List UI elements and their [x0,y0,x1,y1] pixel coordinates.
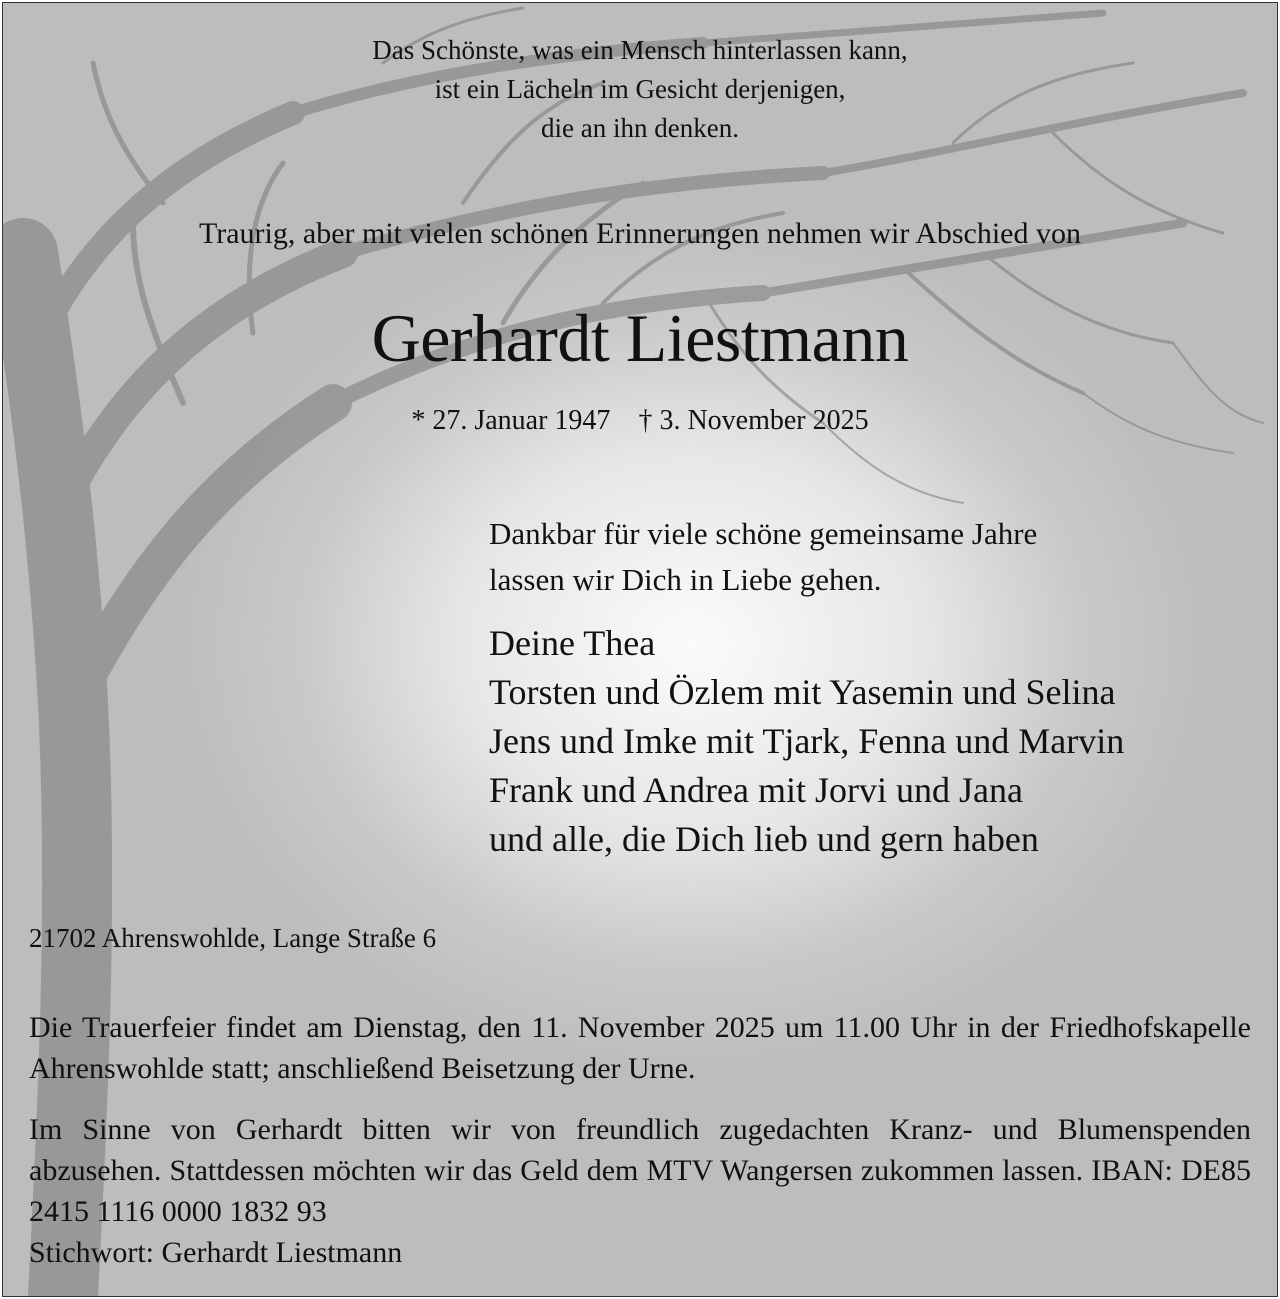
donation-info [29,1109,1251,1273]
memorial-quote [3,31,1277,148]
quote-line: die an ihn denken. [541,113,739,143]
quote-line: Das Schönste, was ein Mensch hinterlassen kann, [372,35,908,65]
farewell-intro: Traurig, aber mit vielen schönen Erinnerungen nehmen wir Abschied von [198,217,1081,250]
mourning-address: 21702 Ahrenswohlde, Lange Straße 6 [29,923,437,953]
ceremony-info: Die Trauerfeier findet am Dienstag, den 11. November 2025 um 11.00 Uhr in der Friedhofskapelle Ahrenswohlde statt; anschließend Beisetzung der Urne. [29,1011,1251,1085]
family-line: Frank und Andrea mit Jorvi und Jana [489,770,1023,810]
deceased-name: Gerhardt Liestmann [371,300,909,376]
quote-line: ist ein Lächeln im Gesicht derjenigen, [434,74,846,104]
family-signature [489,619,1124,864]
death-date: † 3. November 2025 [638,405,869,436]
thanks-line: Dankbar für viele schöne gemeinsame Jahre [489,516,1038,551]
donation-keyword: Stichwort: Gerhardt Liestmann [29,1236,403,1269]
obituary-notice [2,2,1278,1297]
donation-text: Im Sinne von Gerhardt bitten wir von freundlich zugedachten Kranz- und Blumenspenden abzusehen. Stattdessen möchten wir das Geld dem MTV Wangersen zukommen lassen. IBAN: DE85 2415 1116 0000 1832 93 [29,1113,1251,1228]
family-line: Deine Thea [489,623,656,663]
family-line: Jens und Imke mit Tjark, Fenna und Marvin [489,721,1125,761]
thanks-text [489,511,1037,603]
birth-date: * 27. Januar 1947 [411,405,611,436]
family-line: und alle, die Dich lieb und gern haben [489,819,1039,859]
life-dates [3,405,1277,437]
thanks-line: lassen wir Dich in Liebe gehen. [489,562,882,597]
family-line: Torsten und Özlem mit Yasemin und Selina [489,672,1116,712]
